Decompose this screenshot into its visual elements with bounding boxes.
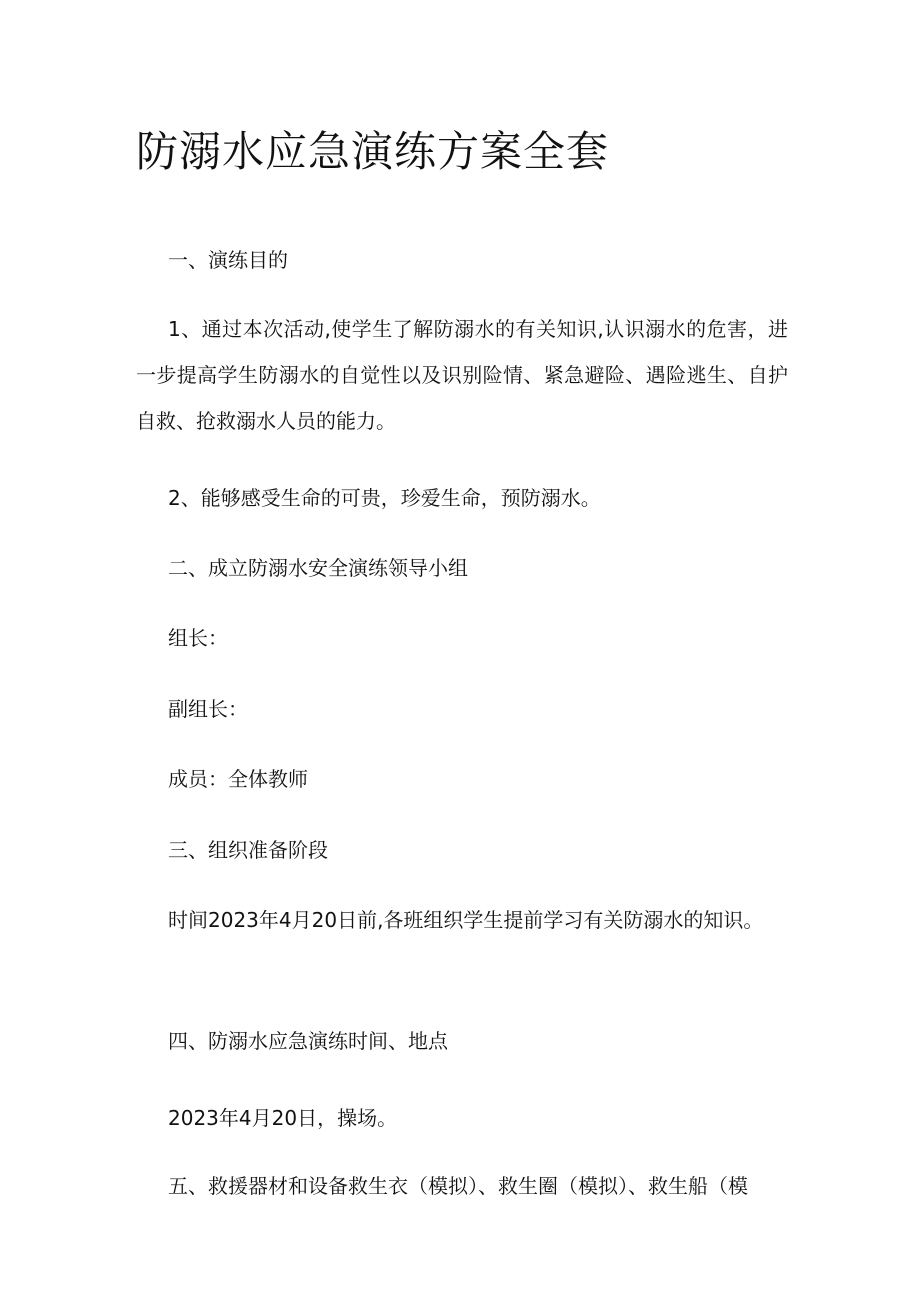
purpose-item-2: 2、能够感受生命的可贵，珍爱生命，预防溺水。 bbox=[168, 486, 601, 510]
time-place-text: 2023年4月20日，操场。 bbox=[168, 1106, 398, 1130]
purpose-item-1: 1、通过本次活动,使学生了解防溺水的有关知识,认识溺水的危害，进一步提高学生防溺水的自觉性以及识别险情、紧急避险、遇险逃生、自护自救、抢救溺水人员的能力。 bbox=[136, 317, 788, 433]
group-leader-line: 组长： bbox=[168, 626, 228, 650]
deputy-leader-line: 副组长： bbox=[168, 697, 248, 721]
document-title: 防溺水应急演练方案全套 bbox=[136, 127, 610, 176]
preparation-text: 时间2023年4月20日前,各班组织学生提前学习有关防溺水的知识。 bbox=[168, 908, 764, 932]
section-heading-time-place: 四、防溺水应急演练时间、地点 bbox=[168, 1029, 448, 1053]
members-line: 成员：全体教师 bbox=[168, 767, 308, 791]
section-heading-preparation: 三、组织准备阶段 bbox=[168, 838, 328, 862]
section-heading-rescue-equipment: 五、救援器材和设备救生衣（模拟）、救生圈（模拟）、救生船（模 bbox=[168, 1174, 748, 1198]
section-heading-drill-purpose: 一、演练目的 bbox=[168, 248, 288, 272]
section-heading-leadership-group: 二、成立防溺水安全演练领导小组 bbox=[168, 556, 468, 580]
